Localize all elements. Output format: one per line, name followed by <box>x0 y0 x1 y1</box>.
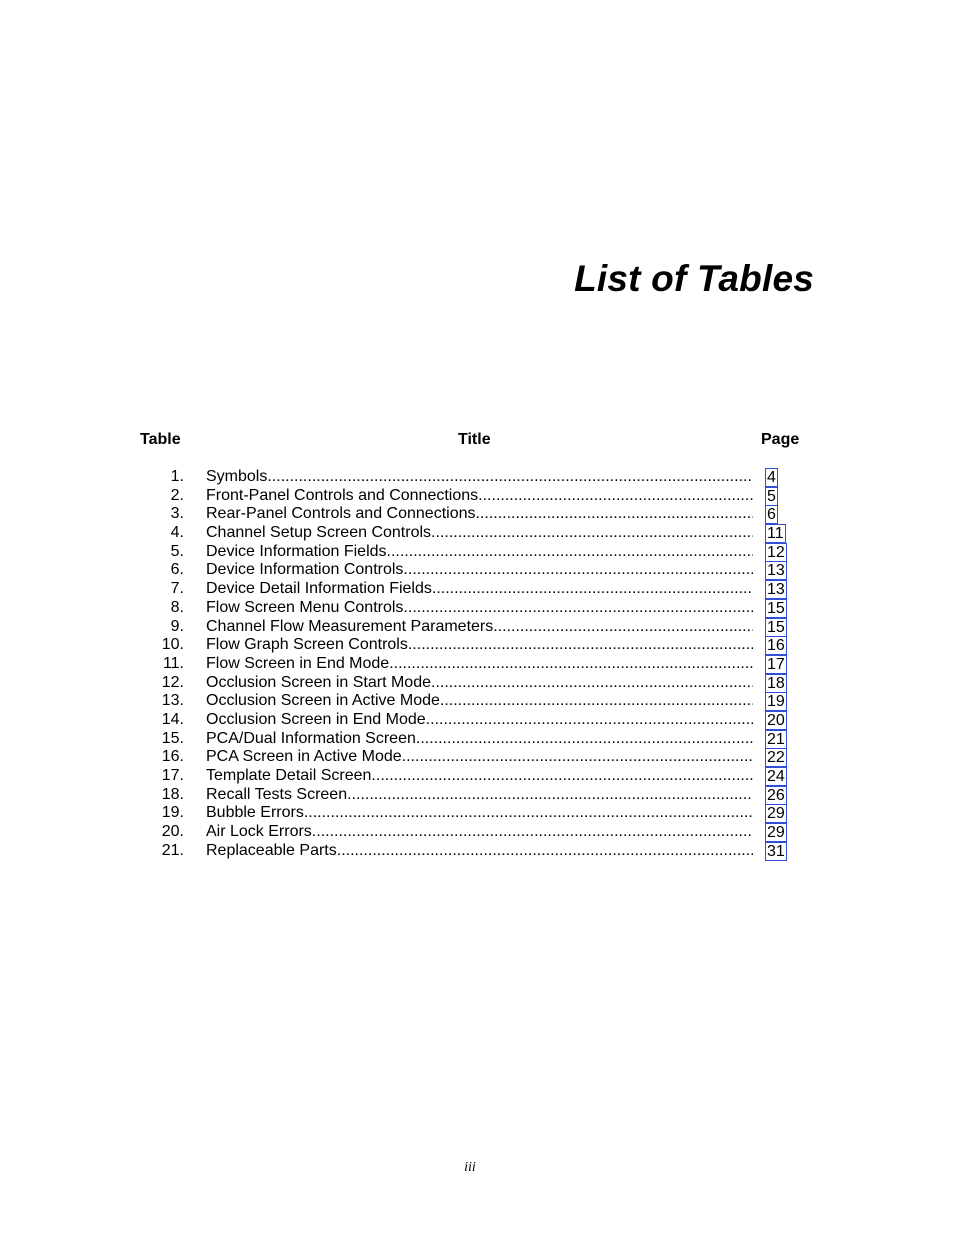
table-number: 14. <box>161 710 184 728</box>
page-link[interactable]: 31 <box>767 842 785 860</box>
table-title: Bubble Errors <box>206 804 304 822</box>
page-link[interactable]: 18 <box>767 674 785 692</box>
table-entry <box>206 524 753 543</box>
page-link[interactable]: 6 <box>767 506 776 524</box>
dot-leader <box>402 748 753 767</box>
table-row <box>0 468 954 487</box>
table-title: PCA/Dual Information Screen <box>206 729 416 747</box>
column-header-page: Page <box>761 431 800 448</box>
table-row <box>0 767 954 786</box>
page-link[interactable]: 4 <box>767 469 776 486</box>
table-title: Symbols <box>206 468 268 485</box>
table-row <box>0 561 954 580</box>
table-row <box>0 674 954 693</box>
table-entry <box>206 543 753 562</box>
table-entry <box>206 730 753 749</box>
column-header-title: Title <box>458 431 491 448</box>
table-number: 17. <box>161 767 184 784</box>
table-title: Channel Setup Screen Controls <box>206 524 432 542</box>
table-title: Occlusion Screen in Start Mode <box>206 673 431 691</box>
table-number: 15. <box>161 729 184 747</box>
dot-leader <box>431 674 753 693</box>
page-link[interactable]: 16 <box>767 637 785 655</box>
table-number: 5. <box>170 542 184 560</box>
dot-leader <box>267 468 753 487</box>
table-title: Flow Screen Menu Controls <box>206 598 404 616</box>
page-link[interactable]: 5 <box>767 487 776 505</box>
page-link[interactable]: 15 <box>767 618 785 636</box>
dot-leader <box>431 524 753 543</box>
dot-leader <box>312 823 753 842</box>
table-row <box>0 580 954 599</box>
dot-leader <box>440 692 753 711</box>
table-row <box>0 692 954 711</box>
dot-leader <box>403 561 753 580</box>
dot-leader <box>426 711 753 730</box>
table-row <box>0 655 954 674</box>
table-row <box>0 487 954 506</box>
table-number: 4. <box>170 524 184 542</box>
table-title: Air Lock Errors <box>206 823 312 841</box>
table-entry <box>206 580 753 599</box>
page-link[interactable]: 13 <box>767 562 785 580</box>
page-number: iii <box>464 1160 476 1175</box>
page-link[interactable]: 13 <box>767 581 785 599</box>
table-number: 10. <box>161 636 184 654</box>
table-number: 6. <box>170 561 184 579</box>
table-number: 21. <box>161 841 184 859</box>
page-title: List of Tables <box>574 258 814 299</box>
table-row <box>0 842 954 861</box>
table-title: Device Information Controls <box>206 561 404 579</box>
table-number: 2. <box>170 486 184 504</box>
page-link[interactable]: 26 <box>767 786 785 804</box>
dot-leader <box>304 804 753 823</box>
table-entry <box>206 823 753 842</box>
page-link[interactable]: 24 <box>767 768 785 785</box>
dot-leader <box>371 767 753 786</box>
table-row <box>0 748 954 767</box>
page-link[interactable]: 17 <box>767 655 785 673</box>
table-title: Flow Screen in End Mode <box>206 654 390 672</box>
table-title: Occlusion Screen in Active Mode <box>206 692 440 710</box>
table-title: Channel Flow Measurement Parameters <box>206 617 494 635</box>
table-number: 7. <box>170 580 184 598</box>
dot-leader <box>387 543 753 562</box>
table-number: 12. <box>161 673 184 691</box>
table-number: 3. <box>170 505 184 523</box>
table-title: Flow Graph Screen Controls <box>206 636 408 654</box>
table-title: Replaceable Parts <box>206 841 337 859</box>
page-link[interactable]: 11 <box>767 525 784 543</box>
table-row <box>0 524 954 543</box>
page-link[interactable]: 29 <box>767 805 785 823</box>
table-row <box>0 804 954 823</box>
table-entry <box>206 842 753 861</box>
dot-leader <box>493 618 753 637</box>
table-entry <box>206 692 753 711</box>
table-row <box>0 786 954 805</box>
table-entry <box>206 674 753 693</box>
page-link[interactable]: 20 <box>767 711 785 729</box>
table-number: 11. <box>162 654 184 672</box>
table-entry <box>206 505 753 524</box>
dot-leader <box>389 655 753 674</box>
table-row <box>0 543 954 562</box>
table-entry <box>206 487 753 506</box>
table-entry <box>206 636 753 655</box>
table-title: Template Detail Screen <box>206 767 372 784</box>
table-entry <box>206 655 753 674</box>
page-link[interactable]: 12 <box>767 543 785 561</box>
page-link[interactable]: 15 <box>767 599 785 617</box>
table-entry <box>206 748 753 767</box>
table-title: Device Information Fields <box>206 542 387 560</box>
table-number: 19. <box>161 804 184 822</box>
table-entry <box>206 561 753 580</box>
table-number: 8. <box>170 598 184 616</box>
page-link[interactable]: 29 <box>767 824 785 842</box>
table-row <box>0 599 954 618</box>
dot-leader <box>403 599 753 618</box>
page-link[interactable]: 21 <box>767 730 785 748</box>
table-row <box>0 618 954 637</box>
table-number: 18. <box>161 785 184 803</box>
table-title: Device Detail Information Fields <box>206 580 432 598</box>
table-entry <box>206 767 753 786</box>
dot-leader <box>337 842 753 861</box>
list-of-tables <box>0 468 954 860</box>
table-entry <box>206 786 753 805</box>
table-row <box>0 730 954 749</box>
dot-leader <box>408 636 753 655</box>
page-link[interactable]: 22 <box>767 749 785 767</box>
page-link[interactable]: 19 <box>767 693 785 711</box>
table-title: Front-Panel Controls and Connections <box>206 486 479 504</box>
table-entry <box>206 804 753 823</box>
dot-leader <box>432 580 753 599</box>
table-number: 20. <box>161 823 184 841</box>
table-title: Rear-Panel Controls and Connections <box>206 505 476 523</box>
table-entry <box>206 468 753 487</box>
table-row <box>0 505 954 524</box>
dot-leader <box>347 786 753 805</box>
table-number: 9. <box>170 617 184 635</box>
dot-leader <box>478 487 753 506</box>
table-entry <box>206 599 753 618</box>
table-entry <box>206 711 753 730</box>
column-header-table: Table <box>140 431 181 448</box>
table-title: Recall Tests Screen <box>206 785 348 803</box>
dot-leader <box>475 505 753 524</box>
table-number: 16. <box>161 748 184 766</box>
table-title: Occlusion Screen in End Mode <box>206 710 426 728</box>
table-number: 1. <box>170 468 184 485</box>
table-entry <box>206 618 753 637</box>
table-row <box>0 711 954 730</box>
dot-leader <box>416 730 753 749</box>
table-title: PCA Screen in Active Mode <box>206 748 402 766</box>
table-row <box>0 823 954 842</box>
table-row <box>0 636 954 655</box>
table-number: 13. <box>161 692 184 710</box>
